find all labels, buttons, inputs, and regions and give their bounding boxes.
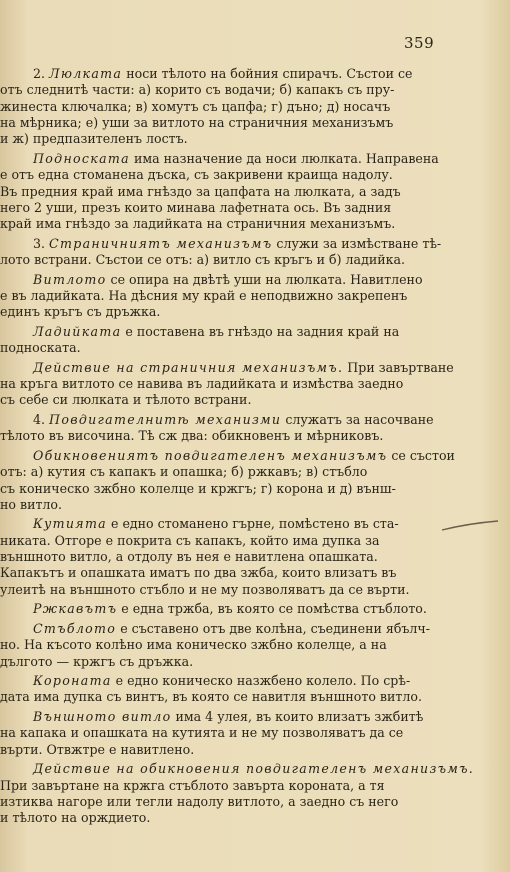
paragraph — [0, 761, 475, 826]
emphasized-term: Страничниятъ механизъмъ — [49, 235, 273, 251]
text-run: носи тѣлото на бойния спирачъ. Състои се — [122, 66, 413, 81]
body-text — [0, 66, 475, 827]
text-line — [0, 742, 446, 758]
emphasized-term: Действие на страничния механизъмъ. — [33, 359, 344, 375]
emphasized-term: Витлото — [33, 271, 107, 287]
text-run: Капакътъ и опашката иматъ по два зжба, които влизатъ въ — [0, 565, 397, 581]
paragraph — [0, 447, 455, 513]
paragraph — [0, 236, 446, 269]
text-line — [0, 200, 446, 216]
text-run: но витло. — [0, 496, 63, 512]
text-run: улеитѣ на външното стъбло и не му позволяватъ да се върти. — [0, 581, 410, 597]
text-line — [0, 216, 446, 232]
text-run: 3. — [33, 235, 50, 251]
text-run: 4. — [33, 412, 50, 427]
emphasized-term: Обикновениятъ повдигателенъ механизъмъ — [33, 447, 388, 463]
text-run: край има гнѣздо за ладийката на страничния механизъмъ. — [0, 216, 396, 232]
emphasized-term: Ладийката — [33, 323, 122, 339]
text-run: служи за измѣстване тѣ- — [272, 235, 442, 251]
text-run: съ себе си люлката и тѣлото встрани. — [0, 392, 252, 408]
text-line — [0, 359, 454, 376]
text-run: има 4 улея, въ които влизатъ зжбитѣ — [171, 708, 424, 724]
text-line — [0, 324, 446, 340]
text-line — [0, 761, 475, 777]
text-line — [0, 412, 446, 428]
paragraph — [0, 412, 446, 445]
text-line — [0, 637, 446, 653]
emphasized-term: Люлката — [49, 66, 123, 81]
text-line — [0, 778, 446, 794]
emphasized-term: Подноската — [33, 150, 130, 166]
text-run: отъ следнитѣ части: а) корито съ водачи; б) капакъ съ пру- — [0, 82, 395, 98]
text-line — [0, 376, 446, 392]
text-run: него 2 уши, презъ които минава лафетната ось. Въ задния — [0, 199, 392, 215]
text-line — [0, 131, 446, 147]
text-run: Въ предния край има гнѣздо за цапфата на люлката, а задъ — [0, 183, 401, 199]
text-line — [0, 66, 446, 82]
paragraph — [0, 151, 446, 233]
text-line — [0, 272, 446, 288]
text-line — [0, 794, 446, 810]
text-line — [0, 810, 446, 826]
text-line — [0, 533, 446, 549]
text-line — [0, 288, 446, 304]
text-run: върти. Отвжтре е навитлено. — [0, 741, 195, 757]
text-run: При завъртане на кржга стъблото завърта короната, а тя — [0, 777, 385, 793]
emphasized-term: Короната — [33, 673, 112, 689]
text-line — [0, 151, 446, 167]
text-run: е въ ладийката. На дѣсния му край е неподвижно закрепенъ — [0, 288, 408, 304]
text-line — [0, 689, 446, 705]
text-line — [0, 464, 446, 480]
text-run: на капака и опашката на кутията и не му позволяватъ да се — [0, 725, 404, 741]
text-line — [0, 447, 455, 464]
paragraph — [0, 66, 446, 148]
text-run: е една тржба, въ която се помѣства стъблото. — [117, 601, 427, 617]
text-line — [0, 725, 446, 741]
emphasized-term: Стъблото — [33, 620, 117, 636]
paragraph — [0, 516, 446, 598]
text-run: и тѣлото на орждието. — [0, 810, 151, 826]
text-run: но. На късото колѣно има коническо зжбно колелце, а на — [0, 637, 387, 653]
text-line — [0, 497, 446, 513]
text-run: се състои — [387, 447, 455, 463]
text-run: има назначение да носи люлката. Направена — [129, 150, 439, 166]
text-line — [0, 549, 446, 565]
text-line — [0, 481, 446, 497]
text-line — [0, 582, 446, 598]
text-run: е едно коническо назжбено колело. По срѣ- — [111, 673, 411, 689]
text-run: 2. — [33, 66, 50, 81]
text-run: е съставено отъ две колѣна, съединени ябълч- — [116, 620, 431, 636]
text-run: и ж) предпазителенъ лостъ. — [0, 131, 188, 147]
text-line — [0, 82, 446, 98]
text-run: е отъ една стоманена дъска, съ закривени краища надолу. — [0, 167, 393, 183]
text-run: При завъртване — [343, 359, 454, 375]
emphasized-term: Действие на обикновения повдигателенъ механизъмъ. — [33, 761, 475, 777]
text-run: е поставена въ гнѣздо на задния край на — [121, 323, 400, 339]
text-line — [0, 392, 446, 408]
text-line — [0, 115, 446, 131]
text-line — [0, 167, 446, 183]
text-run: е едно стоманено гърне, помѣстено въ ста- — [107, 516, 399, 532]
text-run: никата. Отгоре е покрита съ капакъ, който има дупка за — [0, 532, 380, 548]
paragraph — [0, 673, 446, 706]
text-line — [0, 601, 446, 617]
text-run: дългото — кржгъ съ дръжка. — [0, 653, 194, 669]
text-line — [0, 252, 446, 268]
text-line — [0, 565, 446, 581]
text-run: жинеста ключалка; в) хомутъ съ цапфа; г) дъно; д) носачъ — [0, 98, 391, 114]
text-line — [0, 621, 446, 637]
emphasized-term: Повдигателнитѣ механизми — [49, 412, 282, 427]
text-run: подноската. — [0, 340, 81, 356]
text-line — [0, 709, 446, 725]
text-run: съ коническо зжбно колелце и кржгъ; г) корона и д) външ- — [0, 480, 396, 496]
text-run: на мѣрника; е) уши за витлото на страничния механизъмъ — [0, 115, 394, 131]
text-line — [0, 428, 446, 444]
text-run: външното витло, а отдолу въ нея е навитлена опашката. — [0, 549, 378, 565]
paragraph — [0, 601, 446, 617]
paragraph — [0, 272, 446, 321]
text-line — [0, 654, 446, 670]
text-run: служатъ за насочване — [281, 412, 434, 427]
text-line — [0, 236, 446, 252]
text-run: на кръга витлото се навива въ ладийката и измѣства заедно — [0, 376, 404, 392]
emphasized-term: Ржкавътъ — [33, 601, 118, 617]
text-run: единъ кръгъ съ дръжка. — [0, 304, 161, 320]
paragraph — [0, 324, 446, 357]
text-run: лото встрани. Състои се отъ: а) витло съ кръгъ и б) ладийка. — [0, 252, 405, 268]
emphasized-term: Кутията — [33, 516, 107, 532]
paragraph — [0, 621, 446, 670]
text-line — [0, 184, 446, 200]
text-run: се опира на двѣтѣ уши на люлката. Навитлено — [106, 271, 423, 287]
text-line — [0, 99, 446, 115]
text-line — [0, 673, 446, 689]
text-line — [0, 304, 446, 320]
text-run: тѣлото въ височина. Тѣ сж два: обикновенъ и мѣрниковъ. — [0, 428, 384, 444]
page-number: 359 — [404, 34, 435, 52]
paragraph — [0, 359, 454, 409]
emphasized-term: Външното витло — [33, 708, 172, 724]
paragraph — [0, 709, 446, 758]
text-run: изтиква нагоре или тегли надолу витлото, а заедно съ него — [0, 793, 399, 809]
text-run: дата има дупка съ винтъ, въ която се навитля външното витло. — [0, 689, 422, 705]
text-line — [0, 516, 446, 532]
pencil-mark — [440, 514, 500, 538]
text-run: отъ: а) кутия съ капакъ и опашка; б) ржкавъ; в) стъбло — [0, 464, 368, 480]
text-line — [0, 340, 446, 356]
